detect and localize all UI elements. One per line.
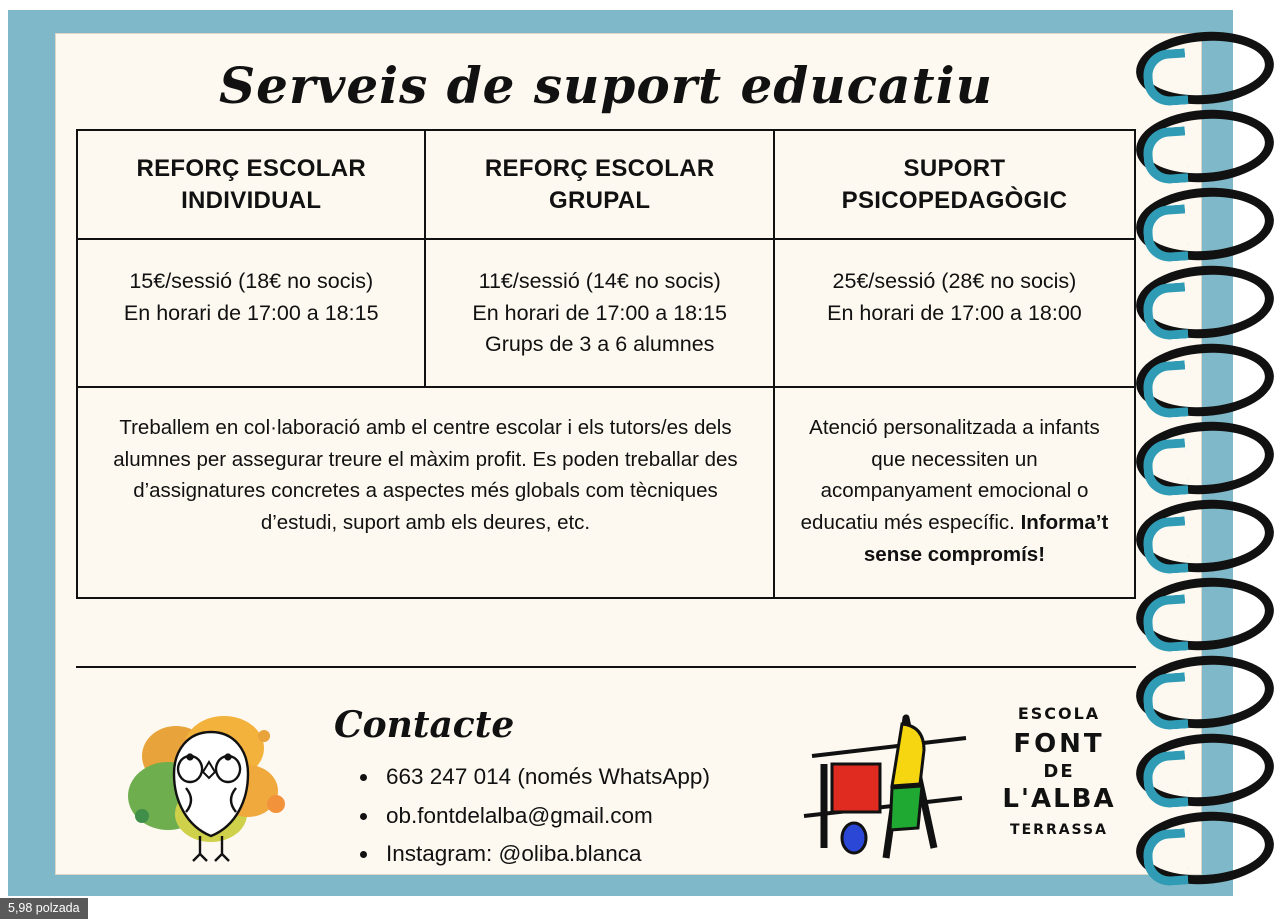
price-cell-individual: [78, 240, 426, 386]
logo-line-font: FONT: [1013, 729, 1105, 759]
contact-section: [76, 686, 1136, 876]
logo-line-escola: ESCOLA: [1017, 704, 1101, 723]
table-header-row: [78, 131, 1134, 240]
spiral-ring: [1134, 807, 1274, 888]
schedule-line: En horari de 17:00 a 18:00: [827, 300, 1082, 325]
price-line: 11€/sessió (14€ no socis): [478, 269, 721, 294]
spiral-ring: [1134, 495, 1274, 576]
price-cell-psicopedagogic: [775, 240, 1134, 386]
section-divider: [76, 666, 1136, 668]
owl-illustration-icon: [116, 696, 336, 876]
table-price-row: [78, 240, 1134, 388]
spiral-ring: [1134, 729, 1274, 810]
spiral-ring: [1134, 417, 1274, 498]
schedule-line: En horari de 17:00 a 18:15: [123, 300, 379, 325]
table-description-row: [78, 388, 1134, 597]
contact-email[interactable]: • ob.fontdelalba@gmail.com: [380, 797, 710, 836]
contact-instagram[interactable]: • Instagram: @oliba.blanca: [380, 835, 710, 874]
logo-line-alba: L'ALBA: [1002, 784, 1116, 814]
spiral-ring: [1134, 105, 1274, 186]
spiral-binding: [1130, 20, 1270, 900]
group-size-line: Grups de 3 a 6 alumnes: [484, 331, 715, 356]
description-reforc: Treballem en col·laboració amb el centre escolar i els tutors/es dels alumnes per assegurar treure el màxim profit. Es poden treballar des d’assignatures concretes a aspectes més globals com tècniques d’estudi, suport amb els deures, etc.: [78, 388, 775, 597]
table-header-grupal: [426, 131, 774, 238]
logo-line-terrassa: TERRASSA: [1010, 822, 1108, 838]
school-logo: [794, 698, 1134, 873]
description-text: Atenció personalitzada a infants que necessiten un acompanyament emocional o educatiu més específic.: [800, 415, 1100, 535]
header-line: REFORÇ ESCOLAR: [484, 155, 715, 182]
logo-wordmark: [984, 704, 1134, 838]
spiral-ring: [1134, 261, 1274, 342]
contact-list: [354, 758, 710, 874]
header-line: GRUPAL: [549, 186, 651, 214]
page-title: Serveis de suport educatiu: [219, 56, 993, 115]
description-emphasis: Informa’t sense compromís!: [863, 511, 1109, 566]
table-header-individual: [78, 131, 426, 238]
spiral-ring: [1134, 651, 1274, 732]
services-table: [76, 129, 1136, 599]
spiral-ring: [1134, 339, 1274, 420]
header-line: SUPORT: [903, 155, 1006, 182]
spiral-ring: [1134, 573, 1274, 654]
table-header-psicopedagogic: [775, 131, 1134, 238]
header-line: PSICOPEDAGÒGIC: [841, 186, 1068, 214]
header-line: REFORÇ ESCOLAR: [136, 155, 366, 182]
schedule-line: En horari de 17:00 a 18:15: [472, 300, 727, 325]
price-cell-grupal: [426, 240, 774, 386]
contact-heading: Contacte: [334, 704, 515, 746]
price-line: 15€/sessió (18€ no socis): [129, 269, 374, 294]
spiral-ring: [1134, 27, 1274, 108]
price-line: 25€/sessió (28€ no socis): [832, 269, 1077, 294]
description-psicopedagogic: [775, 388, 1134, 597]
status-bar: 5,98 polzada: [0, 898, 88, 919]
logo-line-de: DE: [1043, 761, 1075, 782]
spiral-ring: [1134, 183, 1274, 264]
header-line: INDIVIDUAL: [181, 186, 322, 214]
paper-sheet: [55, 33, 1202, 875]
logo-mark-icon: [794, 698, 984, 873]
contact-phone[interactable]: • 663 247 014 (només WhatsApp): [380, 758, 710, 797]
